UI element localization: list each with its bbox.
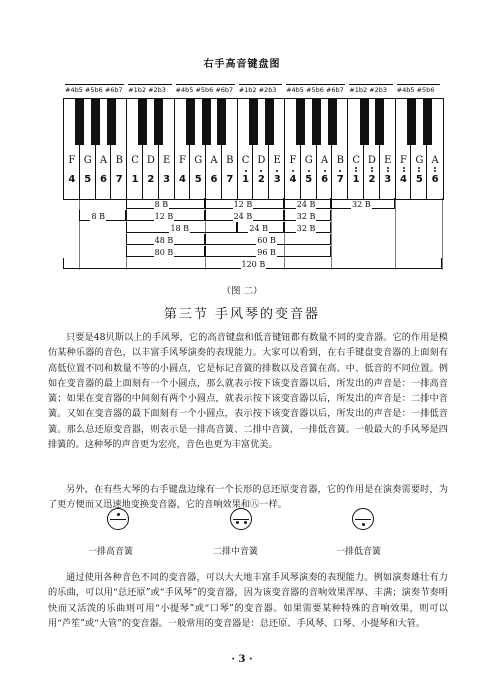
key-note-label: E [384,155,392,166]
key-note-label: A [210,155,218,166]
black-key [312,99,321,145]
black-key [360,99,369,145]
octave-dot [371,170,373,172]
key-note-label: A [431,155,439,166]
accidental-group-label: #1b2 #2b3 [238,86,277,94]
black-key [107,99,116,145]
switch-high-reed-symbol [107,508,129,530]
register-range-label: 8 B [154,200,169,209]
key-note-label: B [115,155,123,166]
register-range-label: 32 B [352,200,371,209]
register-range-label: 32 B [296,224,316,233]
key-number-label: 7 [115,174,123,185]
key-note-label: G [415,155,424,166]
register-guide-line [205,198,206,270]
octave-dot [371,167,373,169]
black-key [249,99,258,145]
black-key [91,99,100,145]
register-range-label: 60 B [257,236,276,245]
key-note-label: B [336,155,345,166]
switch-label-mid: 二排中音簧 [213,547,259,557]
register-range-label: 12 B [154,212,174,221]
black-key [375,99,384,145]
key-number-label: 6 [321,174,329,185]
key-note-label: C [241,155,250,166]
black-key [328,99,337,145]
key-number-label: 5 [415,174,423,185]
key-note-label: A [99,155,108,166]
switch-label-low: 一排低音簧 [336,547,382,557]
accidental-group-label: #4b5 #5b6 #6b7 [286,86,344,94]
register-range-label: 48 B [154,236,174,245]
paragraph-3: 通过使用各种音色不同的变音器，可以大大地丰富手风琴演奏的表现能力。例如演奏雄壮有力的乐曲，可以用“总还原”或“手风琴”的变音器，因为该变音器的音响效果浑厚、丰满；演奏节奏明快而又活泼的乐曲则可用“小提琴”或“口琴”的变音器。如果需要某种特殊的音响效果，则可以用“芦笙”或“大管”的变音器。一般常用的变音器是：总还原、手风琴、口琴、小提琴和大管。 [48,572,448,629]
key-note-label: E [162,155,171,166]
black-key [138,99,147,145]
key-number-label: 3 [384,174,392,185]
key-note-label: D [146,155,155,166]
key-note-label: F [68,155,76,166]
black-key [75,99,84,145]
register-range-label: 24 B [296,200,316,209]
key-note-label: E [273,155,281,166]
black-key [217,99,226,145]
key-note-label: B [226,155,234,166]
key-number-label: 2 [257,174,265,185]
key-note-label: G [83,155,92,166]
switch-mid-reed-symbol [230,508,252,530]
register-range-label: 12 B [233,200,253,209]
octave-dot [387,170,389,172]
key-number-label: 7 [336,174,344,185]
page-number: · 3 · [231,654,253,665]
register-guide-line [442,198,443,270]
key-number-label: 1 [352,174,360,185]
octave-dot [324,170,326,172]
black-key [423,99,432,145]
switch-low-reed-symbol [352,508,374,530]
octave-dot [403,167,405,169]
key-number-label: 4 [178,174,186,185]
key-note-label: D [257,155,266,166]
key-number-label: 3 [163,174,171,185]
diagram-title: 右手高音键盘图 [203,59,281,70]
key-number-label: 6 [210,174,218,185]
register-range-label: 32 B [296,212,316,221]
accidental-group-label: #1b2 #2b3 [128,86,166,94]
accidental-group-label: #4b5 #5b6 #6b7 [65,86,123,94]
key-number-label: 1 [242,174,250,185]
octave-dot [387,167,389,169]
key-number-label: 6 [431,174,439,185]
figure-caption: （图 二） [221,286,263,297]
key-note-label: D [367,155,376,166]
key-number-label: 2 [147,174,155,185]
register-guide-line [284,198,285,270]
register-range-label: 8 B [91,212,105,221]
accidental-group-label: #4b5 #5b6 [396,86,435,94]
octave-dot [308,170,310,172]
switch-label-high: 一排高音簧 [88,547,134,557]
register-guide-line [126,198,127,270]
key-number-label: 4 [400,174,407,185]
key-note-label: A [320,155,329,166]
register-guide-line [79,198,80,270]
black-key [265,99,274,145]
octave-dot [403,170,405,172]
section-title: 第三节 手风琴的变音器 [163,307,321,322]
key-note-label: G [194,155,203,166]
register-range-label: 24 B [233,212,253,221]
key-number-label: 5 [194,174,202,185]
register-range-label: 96 B [257,248,276,257]
keyboard-diagram [63,98,444,200]
paragraph-2: 另外，在有些大琴的右手键盘边缘有一个长形的总还原变音器，它的作用是在演奏需要时，为了更方便而又迅速地变换变音器，它的音响效果和㊇一样。 [48,484,448,511]
register-range-label: 24 B [249,224,268,233]
key-note-label: C [131,155,139,166]
black-key [202,99,211,145]
key-number-label: 7 [226,174,234,185]
octave-dot [292,170,294,172]
paragraph-1: 只要是48贝斯以上的手风琴，它的高音键盘和低音键钮都有数量不同的变音器。它的作用是模仿某种乐器的音色，以丰富手风琴演奏的表现能力。大家可以看到，在右手键盘变音器的上面刻有高低位置不同和数量不等的小圆点，它是标记音簧的排数以及音簧在高、中、低音的不同位置。例如在变音器的最上面刻有一个小圆点，那么就表示按下该变音器以后，所发出的声音是：一排高音簧；如果在变音器的中间刻有两个小圆点，就表示按下该变音器以后，所发出的声音是：二排中音簧。又如在变音器的最下面刻有一个小圆点，表示按下该变音器以后，所发出的声音是：一排低音簧。那么总还原变音器，则表示是一排高音簧、二排中音簧，一排低音簧。一般最大的手风琴是四排簧的。这种琴的声音更为宏亮，音色也更为丰富优美。 [48,332,448,451]
register-range-label: 120 B [241,260,266,269]
key-number-label: 1 [131,174,139,185]
key-number-label: 4 [289,174,297,185]
key-number-label: 4 [68,174,76,185]
key-note-label: F [400,155,407,166]
register-range-label: 18 B [170,224,190,233]
key-note-label: F [289,155,297,166]
key-number-label: 3 [273,174,281,185]
register-guide-line [395,198,396,270]
key-number-label: 5 [84,174,92,185]
key-number-label: 5 [305,174,313,185]
black-key [296,99,305,145]
key-note-label: G [304,155,313,166]
accidental-group-label: #4b5 #5b6 #6b7 [175,86,234,94]
register-guide-line [331,198,332,270]
key-number-label: 2 [368,174,376,185]
accidental-group-label: #1b2 #2b3 [349,86,388,94]
key-number-label: 6 [99,174,107,185]
black-key [407,99,416,145]
key-note-label: C [352,155,360,166]
key-note-label: F [178,155,186,166]
octave-dot [245,170,247,172]
register-range-label: 80 B [154,248,174,257]
black-key [154,99,163,145]
black-key [186,99,195,145]
